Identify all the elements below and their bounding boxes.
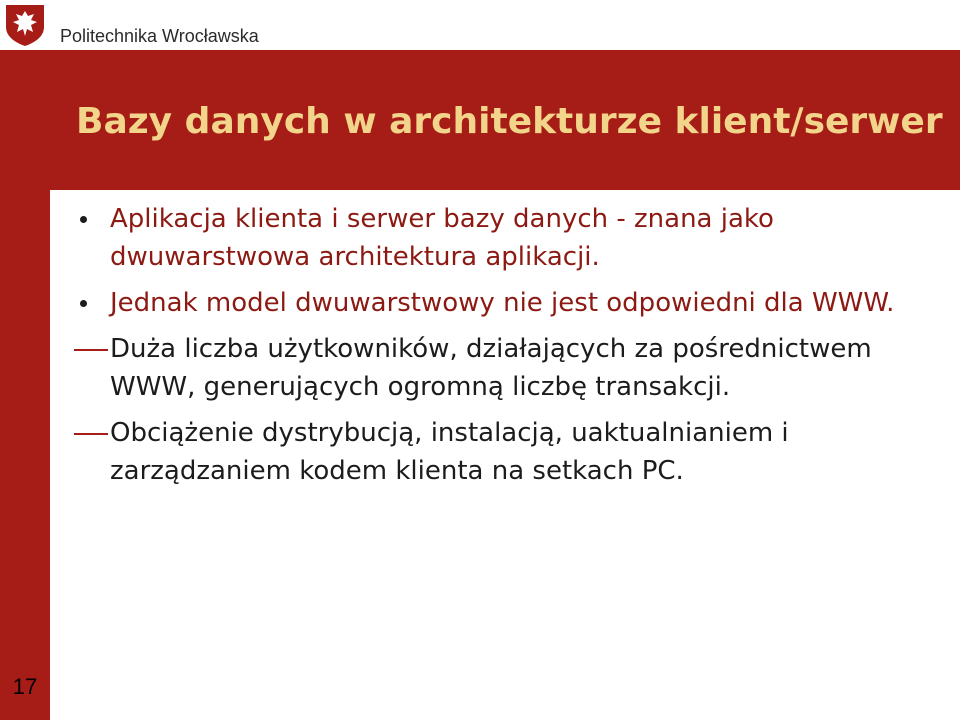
bullet-dot-icon xyxy=(80,300,87,307)
university-shield-logo-icon xyxy=(4,3,46,47)
slide-content xyxy=(50,200,940,498)
sub-bullet-item xyxy=(50,330,940,406)
slide-title: Bazy danych w architekturze klient/serwer xyxy=(76,101,943,142)
university-name: Politechnika Wrocławska xyxy=(60,26,259,46)
sub-bullet-item-text: Duża liczba użytkowników, działających za pośrednictwem WWW, generujących ogromną liczbę transakcji. xyxy=(110,334,872,402)
bullet-item xyxy=(50,284,940,322)
sub-bullet-item-text: Obciążenie dystrybucją, instalacją, uaktualnianiem i zarządzaniem kodem klienta na setkach PC. xyxy=(110,418,789,486)
bullet-item-text: Aplikacja klienta i serwer bazy danych - znana jako dwuwarstwowa architektura aplikacji. xyxy=(110,204,774,272)
sub-bullet-item xyxy=(50,414,940,490)
title-band xyxy=(50,50,960,190)
bullet-dot-icon xyxy=(80,216,87,223)
dash-bullet-icon xyxy=(74,433,108,435)
bullet-item xyxy=(50,200,940,276)
page-number: 17 xyxy=(12,674,38,699)
left-accent-bar xyxy=(0,0,50,720)
bullet-item-text: Jednak model dwuwarstwowy nie jest odpowiedni dla WWW. xyxy=(110,288,895,318)
dash-bullet-icon xyxy=(74,349,108,351)
